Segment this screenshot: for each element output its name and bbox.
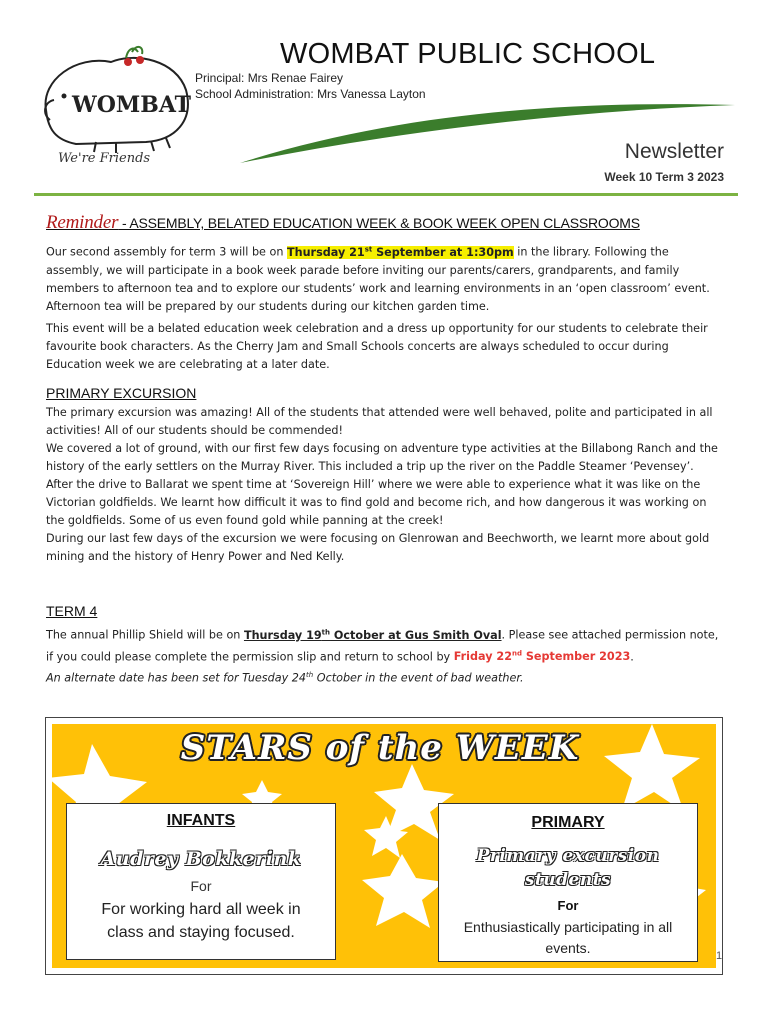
- reminder-heading: [46, 212, 726, 234]
- page-number: 1: [716, 950, 723, 962]
- reminder-title: - ASSEMBLY, BELATED EDUCATION WEEK & BOOK WEEK OPEN CLASSROOMS: [118, 215, 640, 231]
- excursion-line: The primary excursion was amazing! All of the students that attended were well behaved, polite and participated in all activities! All of our students should be commended!: [46, 406, 713, 437]
- svg-text:WOMBAT: WOMBAT: [72, 92, 192, 118]
- alternate-date: An alternate date has been set for Tuesday 24th October in the event of bad weather.: [46, 671, 524, 686]
- reminder-word: Reminder: [46, 212, 119, 233]
- excursion-body: [46, 404, 726, 566]
- svg-text:We're Friends: We're Friends: [58, 151, 151, 165]
- infants-for-label: For: [190, 878, 212, 894]
- stars-of-the-week-title: STARS of the WEEK: [180, 728, 580, 768]
- primary-card: [438, 803, 698, 962]
- excursion-line: During our last few days of the excursion we were focusing on Glenrowan and Beechworth, we learnt more about gold mining and the history of Henry Power and Ned Kelly.: [46, 532, 710, 563]
- header-divider: [34, 193, 738, 196]
- star-icon: [362, 854, 444, 928]
- week-label: Week 10 Term 3 2023: [604, 170, 724, 184]
- infants-student-name: Audrey Bokkerink: [100, 848, 302, 870]
- phillip-shield-date: Thursday 19th October at Gus Smith Oval: [243, 628, 502, 642]
- excursion-line: We covered a lot of ground, with our first few days focusing on adventure type activities at the Billabong Ranch and the history of the early settlers on the Murray River. This included a trip up the river on the Paddle Steamer ‘Pevensey’.: [46, 442, 718, 473]
- primary-heading: PRIMARY: [531, 814, 605, 831]
- reminder-paragraph-2: This event will be a belated education week celebration and a dress up opportunity for our students to celebrate their favourite book characters. As the Cherry Jam and Small Schools concerts are always scheduled to occur during Education week we are celebrating at a later date.: [46, 322, 708, 371]
- infants-reason: For working hard all week in class and staying focused.: [101, 901, 301, 941]
- newsletter-title: Newsletter: [624, 140, 724, 163]
- wombat-logo: [36, 40, 196, 165]
- administration-line: School Administration: Mrs Vanessa Layton: [195, 87, 426, 101]
- term4-heading: TERM 4: [46, 603, 98, 619]
- permission-due-date: Friday 22nd September 2023: [453, 649, 631, 664]
- school-name: WOMBAT PUBLIC SCHOOL: [280, 38, 656, 70]
- infants-heading: INFANTS: [166, 812, 236, 829]
- reminder-p1-after: in the library. Following the assembly, we will participate in a book week parade before inviting our parents/carers, grandparents, and family members to afternoon tea and to explore our students’ work and learning environments in an ‘open classroom’ event. Afternoon tea will be prepared by our students during our kitchen garden time.: [46, 245, 710, 313]
- reminder-p1-before: Our second assembly for term 3 will be on: [46, 245, 287, 259]
- primary-for-label: For: [557, 898, 579, 913]
- reminder-paragraph-1: [46, 240, 726, 316]
- term4-paragraph: The annual Phillip Shield will be on Thursday 19th October at Gus Smith Oval. Please see attached permission note, if you could please complete the permission slip and return to school by Friday 22nd September 2023. An alternate date has been set for Tuesday 24th October in the event of bad weather.: [46, 623, 726, 688]
- excursion-line: After the drive to Ballarat we spent time at ‘Sovereign Hill’ where we were able to experience what it was like on the Victorian goldfields. We learnt how difficult it was to find gold and become rich, and how dangerous it was working on the goldfields. Some of us even found gold while panning at the creek!: [46, 478, 707, 527]
- excursion-heading: PRIMARY EXCURSION: [46, 385, 197, 401]
- principal-line: Principal: Mrs Renae Fairey: [195, 71, 344, 85]
- primary-reason: Enthusiastically participating in all events.: [463, 919, 673, 956]
- assembly-date-highlight: Thursday 21st September at 1:30pm: [287, 245, 514, 259]
- primary-student-name: Primary excursion students: [476, 846, 660, 890]
- infants-card: [66, 803, 336, 960]
